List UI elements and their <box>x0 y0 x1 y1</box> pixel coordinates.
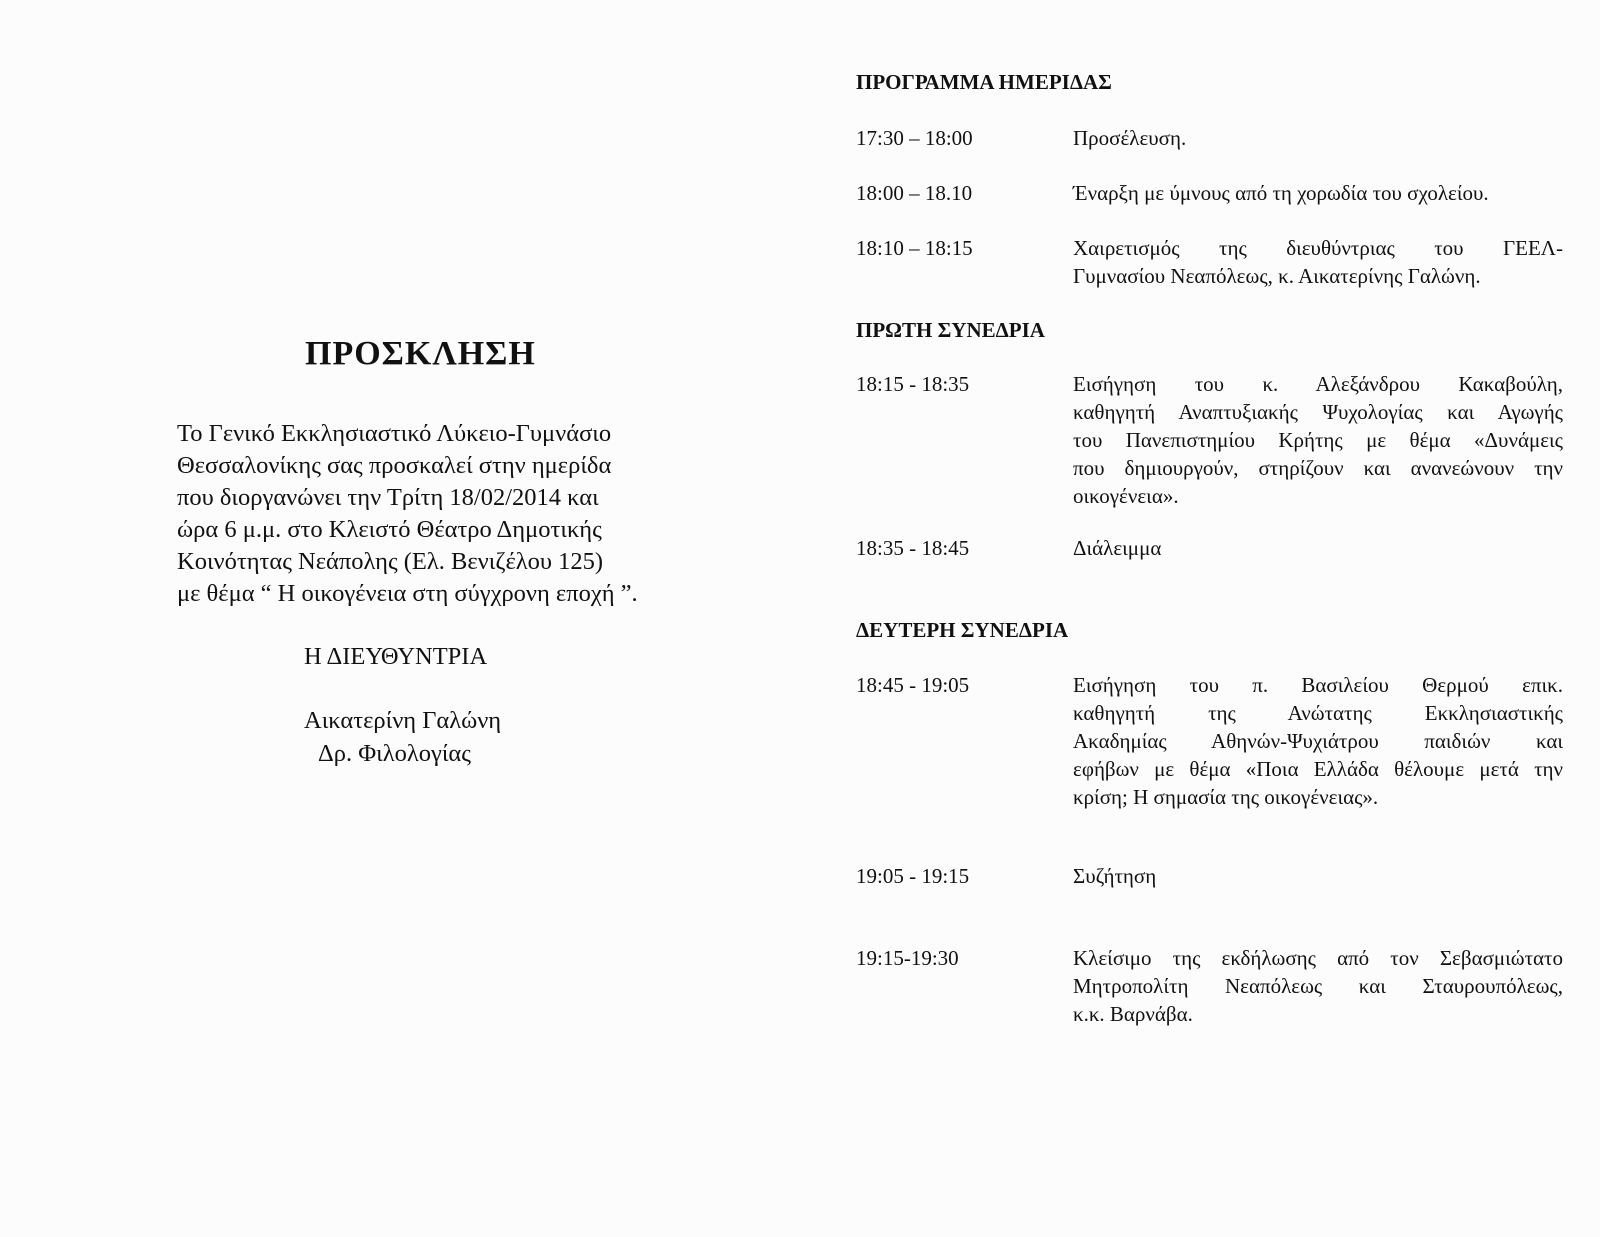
schedule-description <box>1073 862 1563 890</box>
schedule-description <box>1073 234 1563 290</box>
description-line: του Πανεπιστημίου Κρήτης με θέμα «Δυνάμεις <box>1073 428 1563 452</box>
description-line: εφήβων με θέμα «Ποια Ελλάδα θέλουμε μετά την <box>1073 757 1563 781</box>
director-name: Αικατερίνη Γαλώνη <box>304 707 502 734</box>
description-line: κρίση; Η σημασία της οικογένειας». <box>1073 785 1379 809</box>
invitation-title: ΠΡΟΣΚΛΗΣΗ <box>305 335 536 372</box>
description-line: Γυμνασίου Νεαπόλεως, κ. Αικατερίνης Γαλώνη. <box>1073 264 1481 288</box>
description-line: Διάλειμμα <box>1073 536 1162 560</box>
invitation-text <box>177 418 737 610</box>
schedule-time: 18:35 - 18:45 <box>856 536 970 560</box>
schedule-time: 19:15-19:30 <box>856 946 959 970</box>
session1-title: ΠΡΩΤΗ ΣΥΝΕΔΡΙΑ <box>856 318 1045 342</box>
schedule-description <box>1073 179 1563 207</box>
program-title: ΠΡΟΓΡΑΜΜΑ ΗΜΕΡΙΔΑΣ <box>856 70 1112 94</box>
description-line: Χαιρετισμός της διευθύντριας του ΓΕΕΛ- <box>1073 236 1563 260</box>
description-line: Εισήγηση του κ. Αλεξάνδρου Κακαβούλη, <box>1073 372 1563 396</box>
invitation-text-line: που διοργανώνει την Τρίτη 18/02/2014 και <box>177 484 599 511</box>
description-line: Συζήτηση <box>1073 864 1157 888</box>
invitation-text-line: με θέμα “ Η οικογένεια στη σύγχρονη εποχή ”. <box>177 580 638 607</box>
invitation-text-line: ώρα 6 μ.μ. στο Κλειστό Θέατρο Δημοτικής <box>177 516 602 543</box>
schedule-description <box>1073 124 1563 152</box>
description-line: οικογένεια». <box>1073 484 1179 508</box>
schedule-time: 17:30 – 18:00 <box>856 126 973 150</box>
director-degree: Δρ. Φιλολογίας <box>318 740 471 767</box>
director-role: Η ΔΙΕΥΘΥΝΤΡΙΑ <box>304 643 488 670</box>
schedule-description <box>1073 370 1563 510</box>
schedule-description <box>1073 534 1563 562</box>
invitation-text-line: Θεσσαλονίκης σας προσκαλεί στην ημερίδα <box>177 452 612 479</box>
description-line: Έναρξη με ύμνους από τη χορωδία του σχολείου. <box>1073 181 1489 205</box>
description-line: κ.κ. Βαρνάβα. <box>1073 1002 1193 1026</box>
schedule-description <box>1073 944 1563 1028</box>
description-line: Μητροπολίτη Νεαπόλεως και Σταυρουπόλεως, <box>1073 974 1563 998</box>
program-page <box>800 0 1600 1237</box>
session2-title: ΔΕΥΤΕΡΗ ΣΥΝΕΔΡΙΑ <box>856 618 1069 642</box>
description-line: Ακαδημίας Αθηνών-Ψυχιάτρου παιδιών και <box>1073 729 1563 753</box>
schedule-description <box>1073 671 1563 811</box>
description-line: καθηγητή Αναπτυξιακής Ψυχολογίας και Αγωγής <box>1073 400 1563 424</box>
invitation-text-line: Κοινότητας Νεάπολης (Ελ. Βενιζέλου 125) <box>177 548 604 575</box>
schedule-time: 18:00 – 18.10 <box>856 181 973 205</box>
schedule-time: 19:05 - 19:15 <box>856 864 970 888</box>
description-line: Κλείσιμο της εκδήλωσης από τον Σεβασμιώτατο <box>1073 946 1563 970</box>
description-line: Εισήγηση του π. Βασιλείου Θερμού επικ. <box>1073 673 1563 697</box>
schedule-time: 18:10 – 18:15 <box>856 236 973 260</box>
description-line: Προσέλευση. <box>1073 126 1187 150</box>
invitation-text-line: Το Γενικό Εκκλησιαστικό Λύκειο-Γυμνάσιο <box>177 420 612 447</box>
schedule-time: 18:15 - 18:35 <box>856 372 970 396</box>
description-line: που δημιουργούν, στηρίζουν και ανανεώνουν την <box>1073 456 1563 480</box>
description-line: καθηγητή της Ανώτατης Εκκλησιαστικής <box>1073 701 1563 725</box>
schedule-time: 18:45 - 19:05 <box>856 673 970 697</box>
